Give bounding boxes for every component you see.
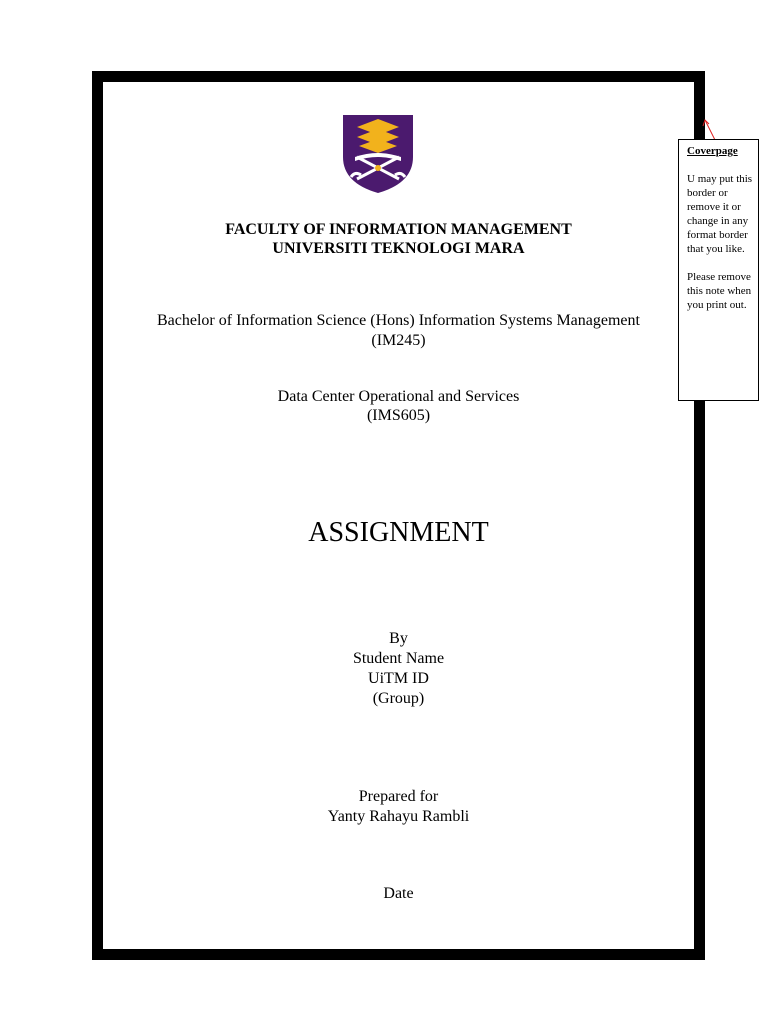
faculty-name: FACULTY OF INFORMATION MANAGEMENT bbox=[225, 221, 572, 238]
lecturer-name: Yanty Rahayu Rambli bbox=[327, 808, 470, 825]
university-name: UNIVERSITI TEKNOLOGI MARA bbox=[272, 240, 525, 257]
programme-name: Bachelor of Information Science (Hons) Information Systems Management bbox=[157, 312, 640, 329]
student-group: (Group) bbox=[372, 690, 425, 707]
prepared-for-label: Prepared for bbox=[358, 788, 439, 805]
date-label: Date bbox=[383, 885, 414, 902]
coverpage-note bbox=[678, 139, 759, 401]
course-name: Data Center Operational and Services bbox=[277, 388, 520, 405]
author-block bbox=[103, 629, 694, 709]
uitm-crest-logo bbox=[341, 113, 415, 195]
programme-block bbox=[103, 311, 694, 351]
student-name: Student Name bbox=[352, 650, 445, 667]
note-text-border: U may put this border or remove it or change in any format border that you like. bbox=[687, 173, 753, 255]
programme-code: (IM245) bbox=[371, 332, 426, 349]
note-text-remove: Please remove this note when you print out. bbox=[687, 271, 752, 311]
note-heading: Coverpage bbox=[687, 145, 738, 157]
prepared-for-block bbox=[103, 787, 694, 827]
course-block bbox=[103, 387, 694, 425]
student-id: UiTM ID bbox=[368, 670, 429, 687]
by-label: By bbox=[389, 630, 408, 647]
course-code: (IMS605) bbox=[366, 407, 431, 424]
faculty-heading bbox=[103, 220, 694, 258]
document-title: ASSIGNMENT bbox=[308, 517, 489, 548]
